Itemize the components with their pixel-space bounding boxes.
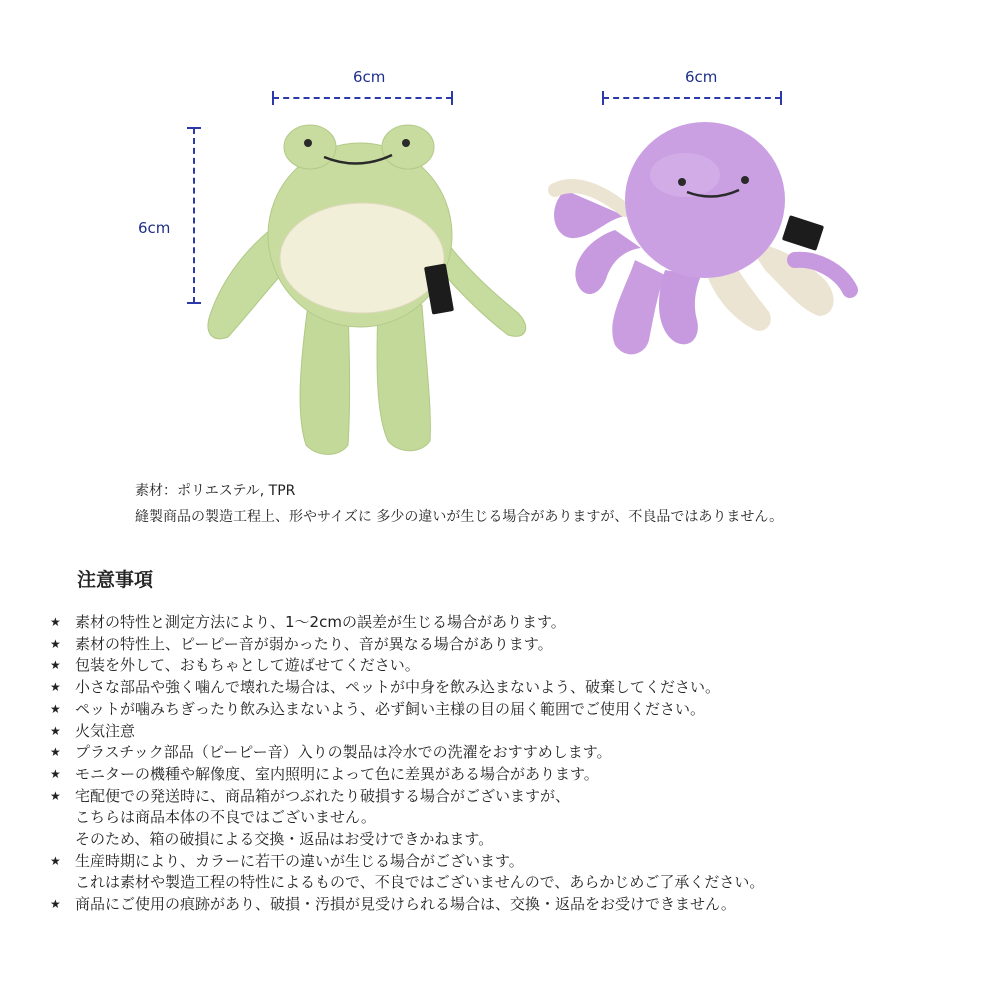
note-text: 商品にご使用の痕跡があり、破損・汚損が見受けられる場合は、交換・返品をお受けできません。 [75, 895, 736, 914]
note-item [48, 677, 978, 699]
frog-height-label: 6cm [138, 219, 171, 237]
note-item [48, 612, 978, 634]
note-item [48, 851, 978, 894]
notes-list [48, 612, 978, 916]
star-bullet-icon: ★ [50, 788, 61, 803]
octopus-width-line [603, 97, 781, 99]
material-text: 素材：ポリエステル, TPR [135, 483, 296, 499]
frog-width-label: 6cm [353, 68, 386, 86]
note-item [48, 721, 978, 743]
octopus-width-label: 6cm [685, 68, 718, 86]
manufacturing-note: 縫製商品の製造工程上、形やサイズに 多少の違いが生じる場合がありますが、不良品ではありません。 [135, 509, 784, 525]
star-bullet-icon: ★ [50, 897, 61, 912]
note-text: プラスチック部品（ピーピー音）入りの製品は冷水での洗濯をおすすめします。 [75, 743, 612, 762]
note-text: モニターの機種や解像度、室内照明によって色に差異がある場合があります。 [75, 764, 599, 783]
star-bullet-icon: ★ [50, 853, 61, 868]
star-bullet-icon: ★ [50, 658, 61, 673]
note-text: 火気注意 [75, 721, 136, 740]
note-text: 宅配便での発送時に、商品箱がつぶれたり破損する場合がございますが、 [75, 786, 571, 805]
note-text: 小さな部品や強く噛んで壊れた場合は、ペットが中身を飲み込まないよう、破棄してください。 [75, 678, 721, 697]
star-bullet-icon: ★ [50, 680, 61, 695]
star-bullet-icon: ★ [50, 636, 61, 651]
star-bullet-icon: ★ [50, 745, 61, 760]
star-bullet-icon: ★ [50, 615, 61, 629]
note-item [48, 894, 978, 916]
note-text: 生産時期により、カラーに若干の違いが生じる場合がございます。 [75, 851, 524, 870]
note-item [48, 764, 978, 786]
frog-height-line [193, 128, 195, 303]
note-item [48, 655, 978, 677]
octopus-plush-toy-icon [545, 120, 865, 370]
note-text: 素材の特性と測定方法により、1～2cmの誤差が生じる場合があります。 [75, 613, 566, 631]
note-text: 包装を外して、おもちゃとして遊ばせてください。 [75, 656, 420, 675]
note-item [48, 786, 978, 851]
note-text: これは素材や製造工程の特性によるもので、不良ではございませんので、あらかじめご了承ください。 [75, 873, 765, 892]
note-item [48, 699, 978, 721]
star-bullet-icon: ★ [50, 766, 61, 781]
frog-plush-toy-icon [200, 115, 580, 460]
star-bullet-icon: ★ [50, 723, 61, 738]
note-text: そのため、箱の破損による交換・返品はお受けできかねます。 [75, 830, 494, 849]
notes-title: 注意事項 [77, 569, 154, 591]
note-text: ペットが噛みちぎったり飲み込まないよう、必ず飼い主様の目の届く範囲でご使用ください。 [75, 699, 706, 718]
frog-width-line [273, 97, 452, 99]
note-item [48, 634, 978, 656]
note-text: こちらは商品本体の不良ではございません。 [75, 808, 376, 827]
note-item [48, 742, 978, 764]
star-bullet-icon: ★ [50, 701, 61, 716]
note-text: 素材の特性上、ピーピー音が弱かったり、音が異なる場合があります。 [75, 634, 553, 653]
